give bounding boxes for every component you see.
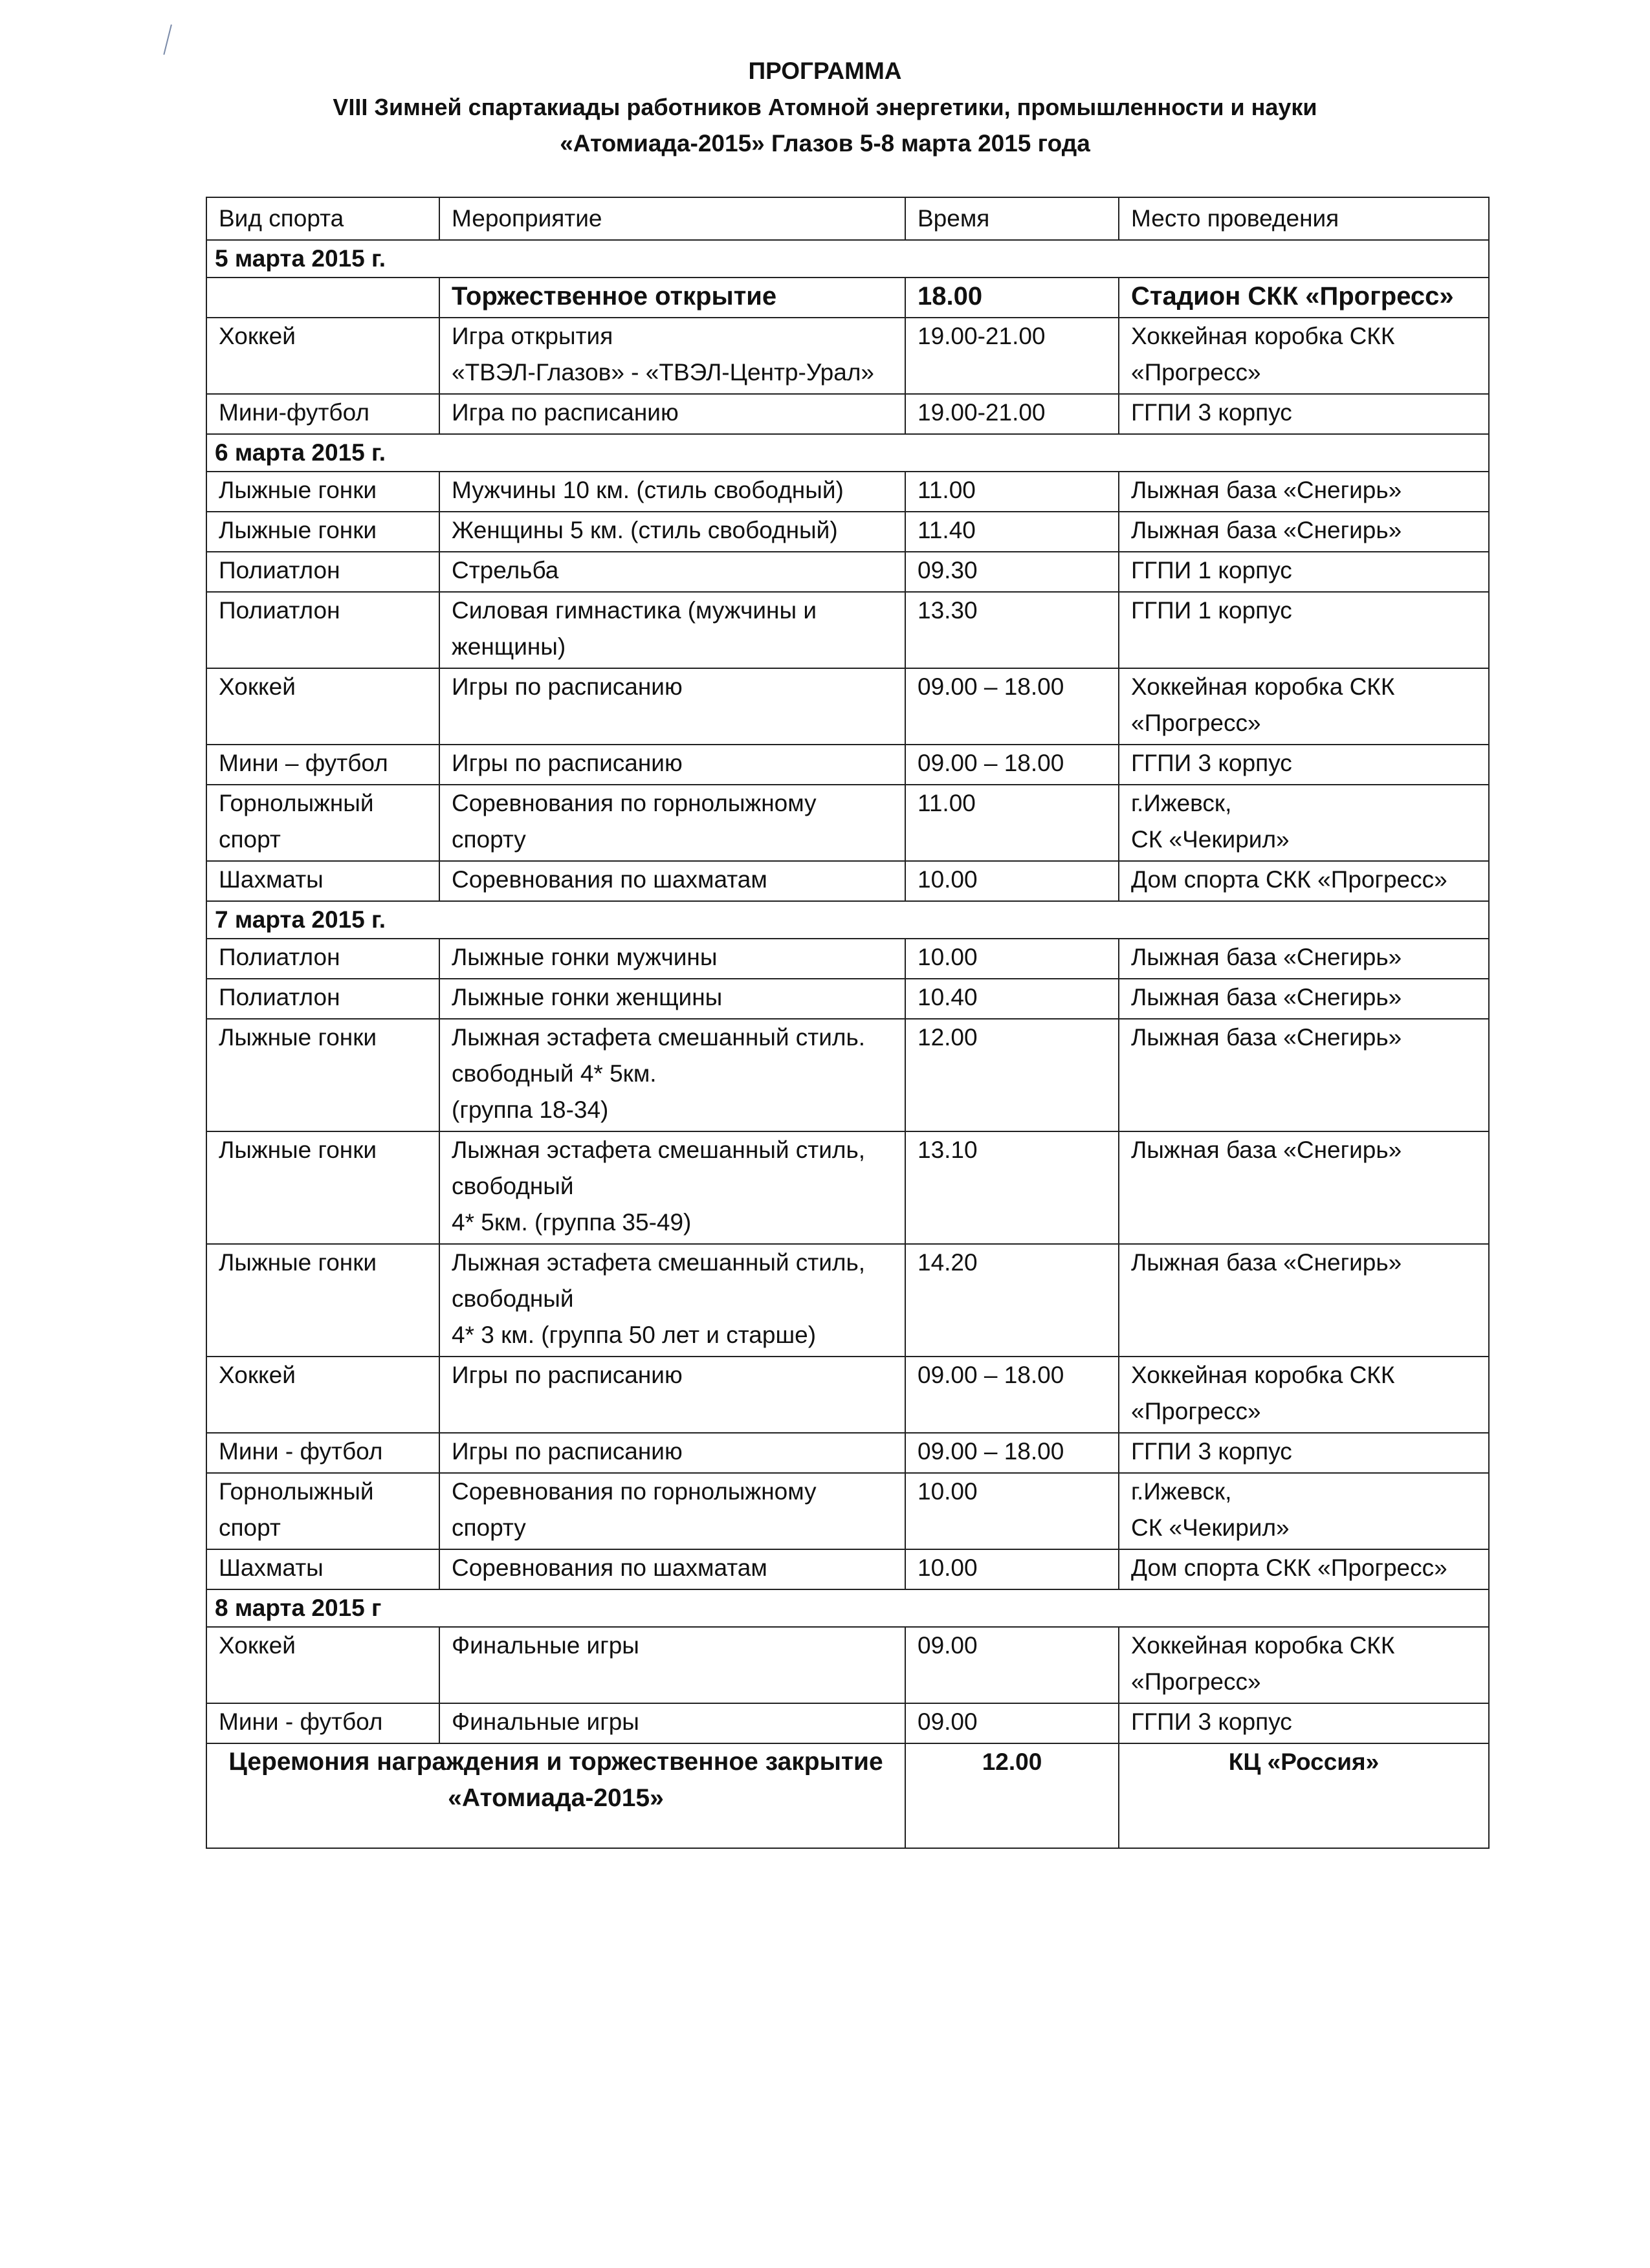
- cell-sport: Горнолыжный спорт: [206, 1473, 439, 1549]
- cell-venue: Лыжная база «Снегирь»: [1119, 939, 1489, 979]
- table-row: [206, 1244, 1489, 1357]
- cell-event: Финальные игры: [439, 1627, 905, 1703]
- table-row: [206, 318, 1489, 394]
- cell-venue: Лыжная база «Снегирь»: [1119, 1131, 1489, 1244]
- table-row: [206, 278, 1489, 318]
- cell-sport: Полиатлон: [206, 592, 439, 668]
- cell-venue: Хоккейная коробка СКК «Прогресс»: [1119, 318, 1489, 394]
- table-row: [206, 472, 1489, 512]
- cell-time: 09.00: [905, 1627, 1119, 1703]
- cell-time: 09.00 – 18.00: [905, 1357, 1119, 1433]
- cell-time: 10.40: [905, 979, 1119, 1019]
- cell-event: Финальные игры: [439, 1703, 905, 1743]
- pen-stroke-mark: [163, 25, 175, 56]
- cell-time: 11.00: [905, 785, 1119, 861]
- cell-time: 19.00-21.00: [905, 394, 1119, 434]
- cell-sport: Хоккей: [206, 668, 439, 745]
- header-time: Время: [905, 197, 1119, 240]
- day-row: [206, 434, 1489, 472]
- cell-venue: Лыжная база «Снегирь»: [1119, 1244, 1489, 1357]
- day-label: 7 марта 2015 г.: [206, 901, 1489, 939]
- cell-event: Мужчины 10 км. (стиль свободный): [439, 472, 905, 512]
- day-label: 5 марта 2015 г.: [206, 240, 1489, 278]
- cell-venue: Хоккейная коробка СКК «Прогресс»: [1119, 668, 1489, 745]
- cell-event: Соревнования по шахматам: [439, 861, 905, 901]
- cell-sport: Полиатлон: [206, 979, 439, 1019]
- cell-event: Женщины 5 км. (стиль свободный): [439, 512, 905, 552]
- cell-time: 10.00: [905, 1549, 1119, 1589]
- table-row: [206, 552, 1489, 592]
- cell-event: Игры по расписанию: [439, 745, 905, 785]
- table-row: [206, 1549, 1489, 1589]
- cell-event: Торжественное открытие: [439, 278, 905, 318]
- cell-time: 13.30: [905, 592, 1119, 668]
- table-row: [206, 592, 1489, 668]
- table-row: [206, 512, 1489, 552]
- closing-venue: КЦ «Россия»: [1119, 1743, 1489, 1848]
- closing-row: [206, 1743, 1489, 1848]
- schedule-table: [206, 197, 1490, 1849]
- cell-sport: Полиатлон: [206, 552, 439, 592]
- cell-event: Игры по расписанию: [439, 1433, 905, 1473]
- cell-time: 18.00: [905, 278, 1119, 318]
- cell-venue: Лыжная база «Снегирь»: [1119, 979, 1489, 1019]
- cell-sport: Лыжные гонки: [206, 1019, 439, 1131]
- cell-event: Игра по расписанию: [439, 394, 905, 434]
- cell-time: 11.00: [905, 472, 1119, 512]
- cell-sport: Хоккей: [206, 1357, 439, 1433]
- cell-venue: ГГПИ 1 корпус: [1119, 592, 1489, 668]
- table-row: [206, 939, 1489, 979]
- day-row: [206, 1589, 1489, 1627]
- cell-venue: Дом спорта СКК «Прогресс»: [1119, 1549, 1489, 1589]
- cell-venue: ГГПИ 3 корпус: [1119, 1703, 1489, 1743]
- cell-sport: [206, 278, 439, 318]
- cell-venue: ГГПИ 3 корпус: [1119, 394, 1489, 434]
- table-row: [206, 745, 1489, 785]
- closing-event: Церемония награждения и торжественное закрытие «Атомиада-2015»: [206, 1743, 905, 1848]
- table-row: [206, 1473, 1489, 1549]
- table-row: [206, 394, 1489, 434]
- cell-event: Игры по расписанию: [439, 668, 905, 745]
- cell-event: Лыжная эстафета смешанный стиль, свободный 4* 3 км. (группа 50 лет и старше): [439, 1244, 905, 1357]
- cell-time: 13.10: [905, 1131, 1119, 1244]
- title-line-1: ПРОГРАММА: [748, 58, 902, 84]
- table-row: [206, 785, 1489, 861]
- cell-time: 14.20: [905, 1244, 1119, 1357]
- cell-venue: Хоккейная коробка СКК «Прогресс»: [1119, 1627, 1489, 1703]
- day-label: 8 марта 2015 г: [206, 1589, 1489, 1627]
- cell-time: 10.00: [905, 939, 1119, 979]
- cell-venue: ГГПИ 3 корпус: [1119, 1433, 1489, 1473]
- cell-venue: Лыжная база «Снегирь»: [1119, 512, 1489, 552]
- cell-venue: г.Ижевск, СК «Чекирил»: [1119, 1473, 1489, 1549]
- document-header: [129, 53, 1521, 162]
- cell-event: Стрельба: [439, 552, 905, 592]
- table-row: [206, 979, 1489, 1019]
- cell-time: 12.00: [905, 1019, 1119, 1131]
- cell-sport: Полиатлон: [206, 939, 439, 979]
- cell-time: 09.00 – 18.00: [905, 668, 1119, 745]
- cell-sport: Мини - футбол: [206, 1703, 439, 1743]
- table-row: [206, 1433, 1489, 1473]
- table-row: [206, 861, 1489, 901]
- day-label: 6 марта 2015 г.: [206, 434, 1489, 472]
- table-row: [206, 1627, 1489, 1703]
- cell-sport: Мини - футбол: [206, 1433, 439, 1473]
- cell-venue: Хоккейная коробка СКК «Прогресс»: [1119, 1357, 1489, 1433]
- day-row: [206, 901, 1489, 939]
- table-row: [206, 668, 1489, 745]
- cell-venue: Дом спорта СКК «Прогресс»: [1119, 861, 1489, 901]
- cell-event: Соревнования по горнолыжному спорту: [439, 785, 905, 861]
- title-line-3: «Атомиада-2015» Глазов 5-8 марта 2015 года: [560, 130, 1090, 157]
- cell-event: Игра открытия «ТВЭЛ-Глазов» - «ТВЭЛ-Центр-Урал»: [439, 318, 905, 394]
- table-row: [206, 1357, 1489, 1433]
- table-row: [206, 1019, 1489, 1131]
- cell-sport: Хоккей: [206, 1627, 439, 1703]
- cell-event: Лыжные гонки мужчины: [439, 939, 905, 979]
- title-line-2: VIII Зимней спартакиады работников Атомной энергетики, промышленности и науки: [333, 94, 1317, 120]
- table-header-row: [206, 197, 1489, 240]
- cell-venue: Лыжная база «Снегирь»: [1119, 1019, 1489, 1131]
- table-row: [206, 1703, 1489, 1743]
- cell-sport: Шахматы: [206, 861, 439, 901]
- cell-event: Соревнования по горнолыжному спорту: [439, 1473, 905, 1549]
- cell-event: Силовая гимнастика (мужчины и женщины): [439, 592, 905, 668]
- header-venue: Место проведения: [1119, 197, 1489, 240]
- cell-sport: Лыжные гонки: [206, 1131, 439, 1244]
- cell-sport: Шахматы: [206, 1549, 439, 1589]
- header-event: Мероприятие: [439, 197, 905, 240]
- cell-sport: Хоккей: [206, 318, 439, 394]
- cell-time: 09.00: [905, 1703, 1119, 1743]
- day-row: [206, 240, 1489, 278]
- table-row: [206, 1131, 1489, 1244]
- cell-sport: Лыжные гонки: [206, 1244, 439, 1357]
- cell-time: 09.00 – 18.00: [905, 1433, 1119, 1473]
- cell-venue: ГГПИ 3 корпус: [1119, 745, 1489, 785]
- cell-time: 10.00: [905, 861, 1119, 901]
- cell-time: 19.00-21.00: [905, 318, 1119, 394]
- cell-venue: Лыжная база «Снегирь»: [1119, 472, 1489, 512]
- header-sport: Вид спорта: [206, 197, 439, 240]
- cell-time: 09.00 – 18.00: [905, 745, 1119, 785]
- cell-venue: Стадион СКК «Прогресс»: [1119, 278, 1489, 318]
- cell-time: 10.00: [905, 1473, 1119, 1549]
- cell-sport: Лыжные гонки: [206, 472, 439, 512]
- cell-sport: Мини – футбол: [206, 745, 439, 785]
- cell-venue: ГГПИ 1 корпус: [1119, 552, 1489, 592]
- cell-event: Лыжные гонки женщины: [439, 979, 905, 1019]
- cell-event: Игры по расписанию: [439, 1357, 905, 1433]
- cell-time: 09.30: [905, 552, 1119, 592]
- cell-sport: Горнолыжный спорт: [206, 785, 439, 861]
- cell-event: Соревнования по шахматам: [439, 1549, 905, 1589]
- cell-sport: Лыжные гонки: [206, 512, 439, 552]
- closing-time: 12.00: [905, 1743, 1119, 1848]
- cell-sport: Мини-футбол: [206, 394, 439, 434]
- cell-event: Лыжная эстафета смешанный стиль, свободный 4* 5км. (группа 35-49): [439, 1131, 905, 1244]
- cell-venue: г.Ижевск, СК «Чекирил»: [1119, 785, 1489, 861]
- cell-time: 11.40: [905, 512, 1119, 552]
- cell-event: Лыжная эстафета смешанный стиль. свободный 4* 5км. (группа 18-34): [439, 1019, 905, 1131]
